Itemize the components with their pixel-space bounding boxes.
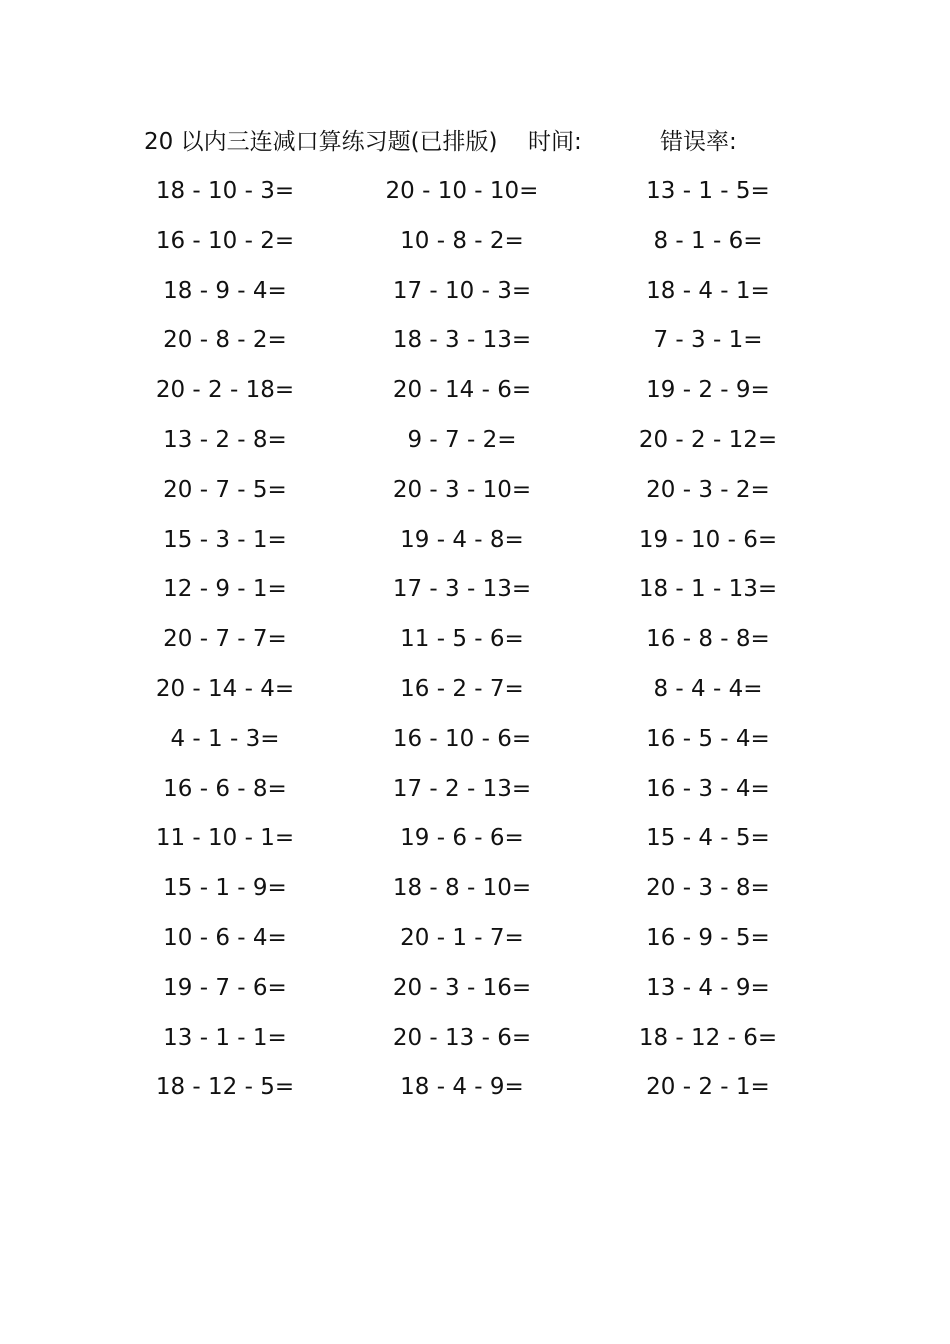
- problem-cell: 18 - 4 - 9=: [400, 1074, 524, 1101]
- problem-cell: 18 - 3 - 13=: [392, 327, 532, 354]
- problem-cell: 13 - 1 - 1=: [163, 1024, 287, 1051]
- problem-cell: 10 - 8 - 2=: [400, 227, 524, 254]
- problem-row: [0, 618, 950, 668]
- problem-cell: 20 - 7 - 7=: [163, 626, 287, 653]
- problem-cell: 20 - 3 - 10=: [392, 476, 532, 503]
- problem-cell: 20 - 13 - 6=: [392, 1024, 532, 1051]
- problem-cell: 7 - 3 - 1=: [653, 327, 763, 354]
- problem-row: [0, 817, 950, 867]
- problem-cell: 18 - 1 - 13=: [638, 576, 778, 603]
- problem-cell: 16 - 5 - 4=: [646, 725, 770, 752]
- problem-cell: 10 - 6 - 4=: [163, 924, 287, 951]
- problem-cell: 20 - 14 - 4=: [155, 675, 295, 702]
- problem-cell: 18 - 4 - 1=: [646, 277, 770, 304]
- problem-cell: 17 - 10 - 3=: [392, 277, 532, 304]
- problem-cell: 20 - 7 - 5=: [163, 476, 287, 503]
- problem-row: [0, 220, 950, 270]
- problem-row: [0, 369, 950, 419]
- error-rate-label: 错误率:: [660, 129, 737, 155]
- problem-row: [0, 718, 950, 768]
- problem-cell: 16 - 10 - 6=: [392, 725, 532, 752]
- problem-cell: 20 - 2 - 18=: [155, 377, 295, 404]
- problem-cell: 20 - 14 - 6=: [392, 377, 532, 404]
- problem-cell: 19 - 4 - 8=: [400, 526, 524, 553]
- problem-cell: 20 - 10 - 10=: [385, 178, 539, 204]
- problem-row: [0, 170, 950, 220]
- problem-cell: 8 - 4 - 4=: [653, 675, 763, 702]
- problem-cell: 18 - 12 - 5=: [155, 1074, 295, 1101]
- problem-cell: 20 - 8 - 2=: [163, 327, 287, 354]
- problem-cell: 16 - 10 - 2=: [155, 227, 295, 254]
- problem-cell: 16 - 9 - 5=: [646, 924, 770, 951]
- problem-cell: 18 - 12 - 6=: [638, 1024, 778, 1051]
- problem-row: [0, 768, 950, 818]
- problem-row: [0, 270, 950, 320]
- problem-row: [0, 469, 950, 519]
- problem-cell: 19 - 7 - 6=: [163, 974, 287, 1001]
- worksheet-title: 20 以内三连减口算练习题(已排版): [144, 129, 498, 155]
- problem-cell: 20 - 3 - 8=: [646, 875, 770, 902]
- problem-cell: 13 - 2 - 8=: [163, 426, 287, 453]
- problem-row: [0, 319, 950, 369]
- worksheet-header: [144, 124, 844, 160]
- problem-cell: 13 - 1 - 5=: [646, 178, 770, 204]
- problem-cell: 18 - 8 - 10=: [392, 875, 532, 902]
- problem-grid: [0, 170, 950, 1116]
- problem-cell: 13 - 4 - 9=: [646, 974, 770, 1001]
- problem-cell: 16 - 3 - 4=: [646, 775, 770, 802]
- time-label: 时间:: [528, 129, 582, 155]
- problem-cell: 15 - 1 - 9=: [163, 875, 287, 902]
- problem-row: [0, 419, 950, 469]
- problem-cell: 18 - 9 - 4=: [163, 277, 287, 304]
- problem-cell: 9 - 7 - 2=: [407, 426, 517, 453]
- problem-cell: 20 - 3 - 16=: [392, 974, 532, 1001]
- problem-cell: 4 - 1 - 3=: [170, 725, 280, 752]
- problem-cell: 16 - 2 - 7=: [400, 675, 524, 702]
- problem-cell: 19 - 2 - 9=: [646, 377, 770, 404]
- problem-cell: 11 - 10 - 1=: [155, 825, 295, 852]
- problem-cell: 19 - 6 - 6=: [400, 825, 524, 852]
- problem-row: [0, 519, 950, 569]
- problem-row: [0, 668, 950, 718]
- problem-row: [0, 568, 950, 618]
- problem-cell: 20 - 3 - 2=: [646, 476, 770, 503]
- problem-cell: 16 - 6 - 8=: [163, 775, 287, 802]
- problem-cell: 19 - 10 - 6=: [638, 526, 778, 553]
- problem-cell: 20 - 1 - 7=: [400, 924, 524, 951]
- problem-cell: 18 - 10 - 3=: [155, 178, 295, 204]
- problem-cell: 16 - 8 - 8=: [646, 626, 770, 653]
- problem-cell: 15 - 3 - 1=: [163, 526, 287, 553]
- problem-row: [0, 967, 950, 1017]
- problem-cell: 12 - 9 - 1=: [163, 576, 287, 603]
- problem-cell: 17 - 3 - 13=: [392, 576, 532, 603]
- problem-row: [0, 1066, 950, 1116]
- problem-cell: 15 - 4 - 5=: [646, 825, 770, 852]
- problem-cell: 20 - 2 - 1=: [646, 1074, 770, 1101]
- problem-row: [0, 867, 950, 917]
- problem-row: [0, 917, 950, 967]
- problem-cell: 20 - 2 - 12=: [638, 426, 778, 453]
- problem-cell: 11 - 5 - 6=: [400, 626, 524, 653]
- problem-row: [0, 1017, 950, 1067]
- problem-cell: 17 - 2 - 13=: [392, 775, 532, 802]
- problem-cell: 8 - 1 - 6=: [653, 227, 763, 254]
